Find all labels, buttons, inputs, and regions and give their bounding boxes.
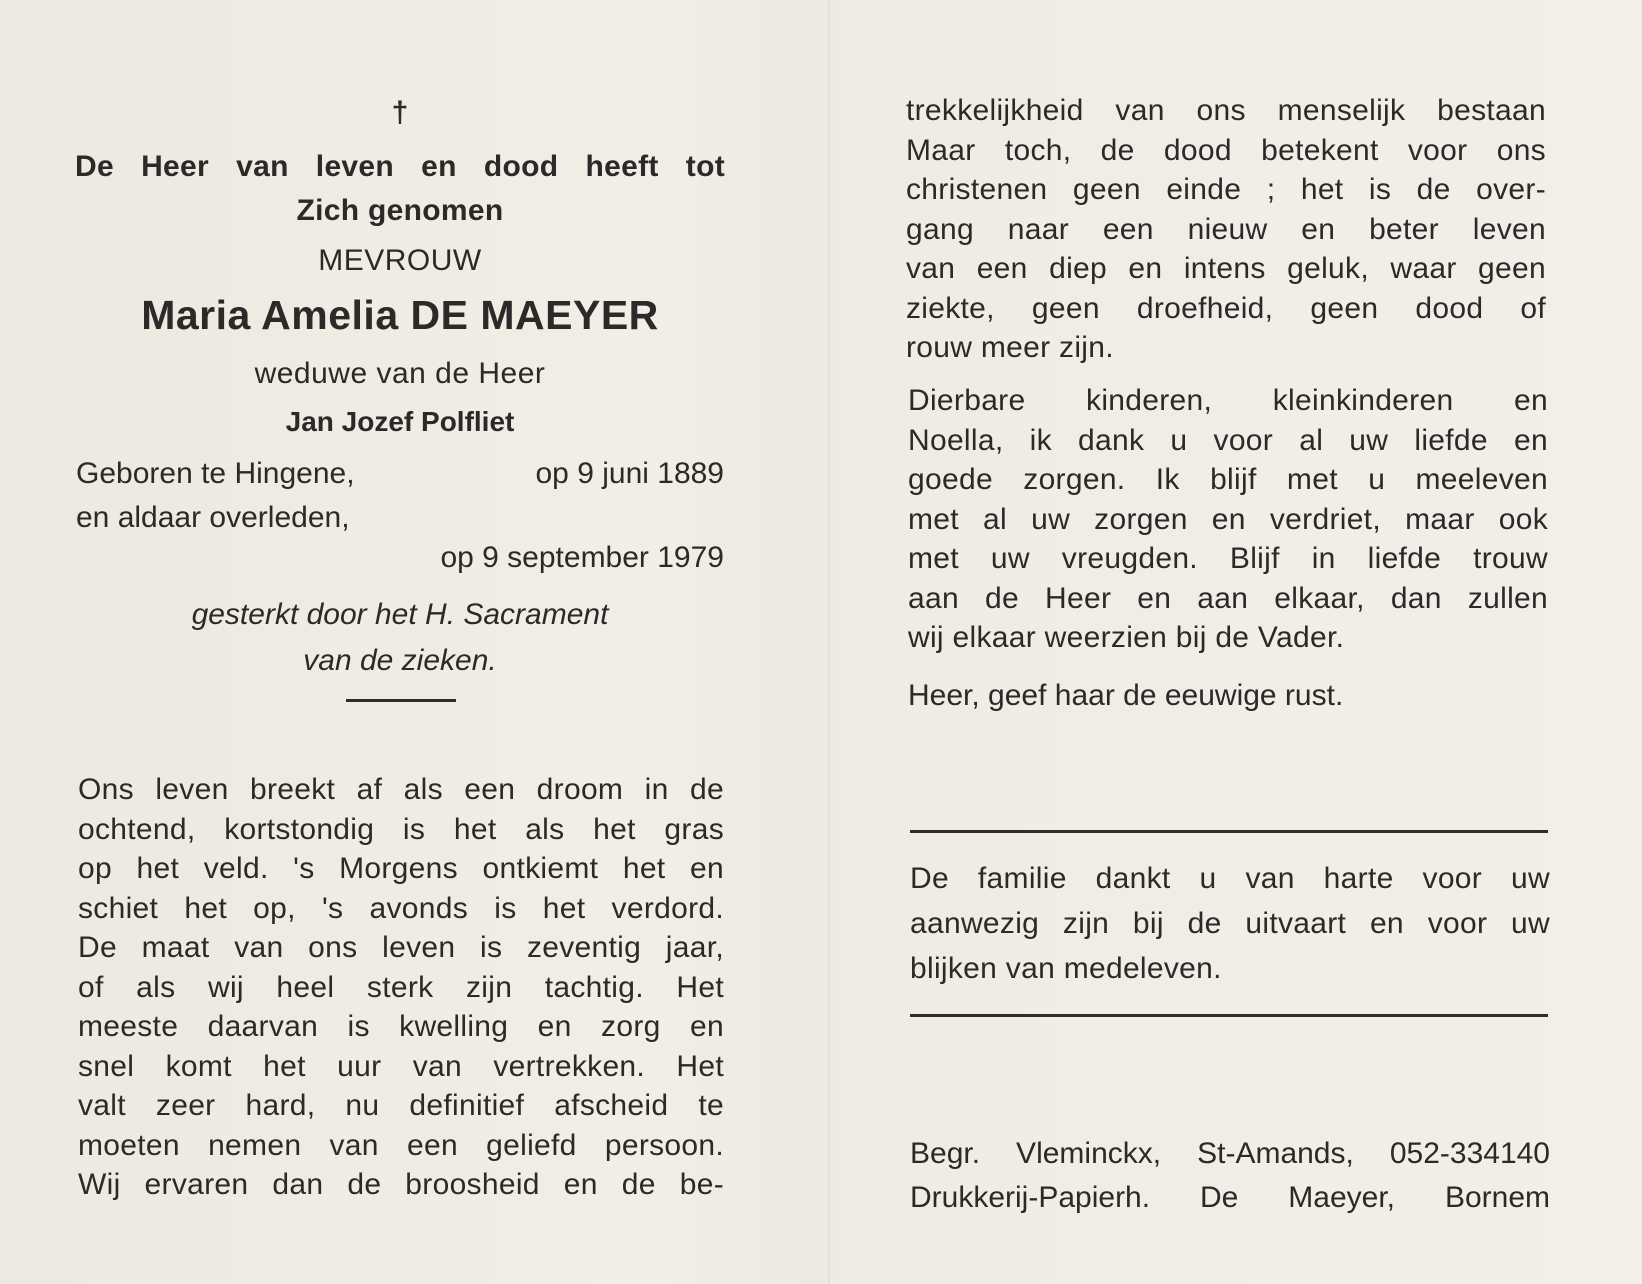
printer-credit: Drukkerij-Papierh. De Maeyer, Bornem — [910, 1181, 1550, 1214]
divider — [346, 699, 456, 702]
title: MEVROUW — [318, 244, 482, 277]
text-line: ochtend, kortstondig is het als het gras — [78, 812, 724, 846]
text-line: van een diep en intens geluk, waar geen — [906, 252, 1546, 285]
text-line: snel komt het uur van vertrekken. Het — [78, 1049, 724, 1083]
text-line: rouw meer zijn. — [906, 331, 1114, 364]
heading — [60, 145, 740, 233]
prayer: Heer, geef haar de eeuwige rust. — [908, 679, 1344, 712]
family-thanks — [910, 856, 1550, 991]
sacrament-line-1: gesterkt door het H. Sacrament — [191, 598, 609, 631]
text-line: De familie dankt u van harte voor uw — [910, 862, 1550, 895]
text-line: Dierbare kinderen, kleinkinderen en — [908, 384, 1548, 417]
text-line: aanwezig zijn bij de uitvaart en voor uw — [910, 907, 1550, 940]
birth-row — [76, 456, 724, 492]
heading-line-1: De Heer van leven en dood heeft tot — [75, 150, 725, 183]
text-line: ziekte, geen droefheid, geen dood of — [906, 291, 1546, 325]
text-line: of als wij heel sterk zijn tachtig. Het — [78, 970, 724, 1004]
heading-line-2: Zich genomen — [296, 194, 504, 227]
funeral-director: Begr. Vleminckx, St-Amands, 052-334140 — [910, 1137, 1550, 1170]
text-line: blijken van medeleven. — [910, 952, 1222, 985]
text-line: Ons leven breekt af als een droom in de — [78, 773, 724, 806]
reflection-text — [78, 770, 724, 1205]
husband-name: Jan Jozef Polfliet — [285, 406, 515, 437]
text-line: goede zorgen. Ik blijf met u meeleven — [908, 463, 1548, 496]
birth-date: op 9 juni 1889 — [535, 457, 724, 490]
text-line: moeten nemen van een geliefd persoon. — [78, 1128, 724, 1162]
reflection-text-continued — [906, 91, 1546, 368]
text-line: gang naar een nieuw en beter leven — [906, 212, 1546, 246]
sacrament-line-2: van de zieken. — [303, 644, 497, 677]
text-line: Maar toch, de dood betekent voor ons — [906, 133, 1546, 167]
birth-place: Geboren te Hingene, — [76, 457, 355, 490]
divider-bottom — [910, 1014, 1548, 1017]
text-line: Noella, ik dank u voor al uw liefde en — [908, 423, 1548, 457]
text-line: christenen geen einde ; het is de over- — [906, 173, 1546, 206]
divider-top — [910, 830, 1548, 833]
text-line: valt zeer hard, nu definitief afscheid te — [78, 1089, 724, 1122]
widow-of: weduwe van de Heer — [254, 357, 546, 390]
farewell-text — [908, 381, 1548, 658]
text-line: wij elkaar weerzien bij de Vader. — [908, 621, 1345, 654]
text-line: Wij ervaren dan de broosheid en de be- — [78, 1168, 724, 1201]
deceased-name: Maria Amelia DE MAEYER — [141, 292, 659, 338]
text-line: met al uw zorgen en verdriet, maar ook — [908, 502, 1548, 536]
text-line: De maat van ons leven is zeventig jaar, — [78, 931, 724, 964]
death-date: op 9 september 1979 — [440, 541, 724, 574]
card-fold — [828, 0, 830, 1284]
text-line: op het veld. 's Morgens ontkiemt het en — [78, 852, 724, 885]
text-line: aan de Heer en aan elkaar, dan zullen — [908, 581, 1548, 615]
text-line: schiet het op, 's avonds is het verdord. — [78, 891, 724, 925]
text-line: trekkelijkheid van ons menselijk bestaan — [906, 94, 1546, 127]
text-line: meeste daarvan is kwelling en zorg en — [78, 1010, 724, 1043]
death-place: en aldaar overleden, — [76, 501, 350, 534]
cross-icon: † — [391, 96, 409, 129]
sacrament-note — [0, 592, 800, 684]
text-line: met uw vreugden. Blijf in liefde trouw — [908, 542, 1548, 575]
